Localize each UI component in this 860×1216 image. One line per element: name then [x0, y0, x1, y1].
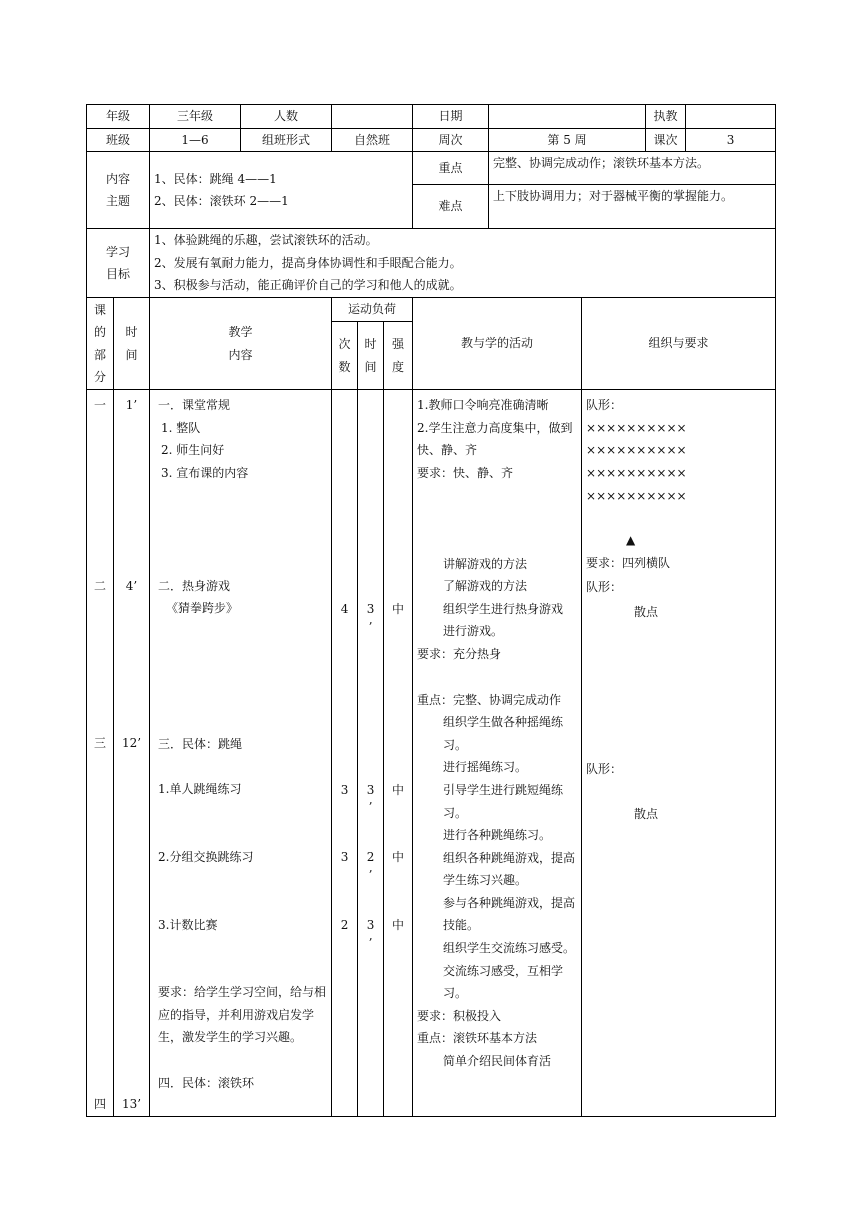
grade-value: 三年级	[150, 105, 241, 129]
body-duration: 3 ’ 3 ’ 2 ’ 3 ’	[358, 390, 384, 1116]
header-row-2	[87, 128, 776, 152]
col-time: 时 间	[114, 298, 150, 390]
lesson-plan-table	[86, 104, 776, 1117]
lesson-label: 课次	[646, 128, 686, 152]
class-value: 1—6	[150, 128, 241, 152]
content-label: 内容 主题	[87, 152, 150, 229]
group-value: 自然班	[332, 128, 413, 152]
col-count: 次 数	[332, 322, 358, 390]
body-count: 4 3 3 2	[332, 390, 358, 1116]
lesson-plan	[86, 104, 775, 1117]
col-org: 组织与要求	[582, 298, 776, 390]
content-topics	[150, 152, 413, 229]
difficult-label: 难点	[413, 185, 489, 229]
column-header-row-1	[87, 298, 776, 322]
body-organisation: 队形： ×××××××××× ×××××××××× ×××××××××× ×××××××××× ▲ 要求：四列横队 队形： 散点 队形： 散点	[582, 390, 776, 1116]
key-value: 完整、协调完成动作；滚铁环基本方法。	[489, 152, 776, 185]
topic-1: 1、民体：跳绳 4——1	[154, 171, 277, 186]
goal-item: 1、体验跳绳的乐趣，尝试滚铁环的活动。	[154, 233, 378, 248]
class-label: 班级	[87, 128, 150, 152]
grade-label: 年级	[87, 105, 150, 129]
goals-row	[87, 229, 776, 298]
teacher-triangle-icon: ▲	[626, 533, 636, 548]
lesson-value: 3	[686, 128, 776, 152]
body-part: 一 二 三 四	[87, 390, 114, 1116]
people-value	[332, 105, 413, 129]
date-label: 日期	[413, 105, 489, 129]
group-label: 组班形式	[241, 128, 332, 152]
formation-row: ××××××××××	[586, 488, 687, 503]
col-duration: 时 间	[358, 322, 384, 390]
formation-row: ××××××××××	[586, 420, 687, 435]
key-label: 重点	[413, 152, 489, 185]
goals-list	[150, 229, 776, 298]
col-intensity: 强 度	[384, 322, 413, 390]
body-content: 一．课堂常规 1. 整队 2. 师生问好 3. 宣布课的内容 二．热身游戏 《猜拳跨步》 三．民体：跳绳 1.单人跳绳练习 2.分组交换跳练习 3.计数比赛 要求：给学生学习空间，给与相应的指导，并利用游戏启发学生，激发学生的学习兴趣。 四．民体：滚铁环	[150, 390, 332, 1116]
date-value	[489, 105, 646, 129]
week-label: 周次	[413, 128, 489, 152]
teacher-label: 执教	[646, 105, 686, 129]
goals-label: 学习 目标	[87, 229, 150, 298]
col-content: 教学 内容	[150, 298, 332, 390]
teacher-value	[686, 105, 776, 129]
col-load: 运动负荷	[332, 298, 413, 322]
body-time: 1’ 4’ 12’ 13’	[114, 390, 150, 1116]
body-activity: 1.教师口令响亮准确清晰 2.学生注意力高度集中，做到快、静、齐 要求：快、静、齐 讲解游戏的方法 了解游戏的方法 组织学生进行热身游戏 进行游戏。 要求：充分热身 重点：完整、协调完成动作 组织学生做各种摇绳练习。 进行摇绳练习。 引导学生进行跳短绳练习。 进行各种跳绳练习。 组织各种跳绳游戏，提高学生练习兴趣。 参与各种跳绳游戏，提高技能。 组织学生交流练习感受。 交流练习感受，互相学习。 要求：积极投入 重点：滚铁环基本方法 简单介绍民间体育活	[413, 390, 582, 1116]
people-label: 人数	[241, 105, 332, 129]
goal-item: 2、发展有氧耐力能力，提高身体协调性和手眼配合能力。	[154, 255, 462, 270]
formation-row: ××××××××××	[586, 465, 687, 480]
content-row-key	[87, 152, 776, 185]
goal-item: 3、积极参与活动，能正确评价自己的学习和他人的成就。	[154, 278, 462, 293]
col-activity: 教与学的活动	[413, 298, 582, 390]
body-intensity: 中 中 中 中	[384, 390, 413, 1116]
topic-2: 2、民体：滚铁环 2——1	[154, 194, 289, 209]
body-row	[87, 390, 776, 1116]
week-value: 第 5 周	[489, 128, 646, 152]
col-part: 课 的 部 分	[87, 298, 114, 390]
difficult-value: 上下肢协调用力；对于器械平衡的掌握能力。	[489, 185, 776, 229]
header-row-1	[87, 105, 776, 129]
formation-row: ××××××××××	[586, 443, 687, 458]
